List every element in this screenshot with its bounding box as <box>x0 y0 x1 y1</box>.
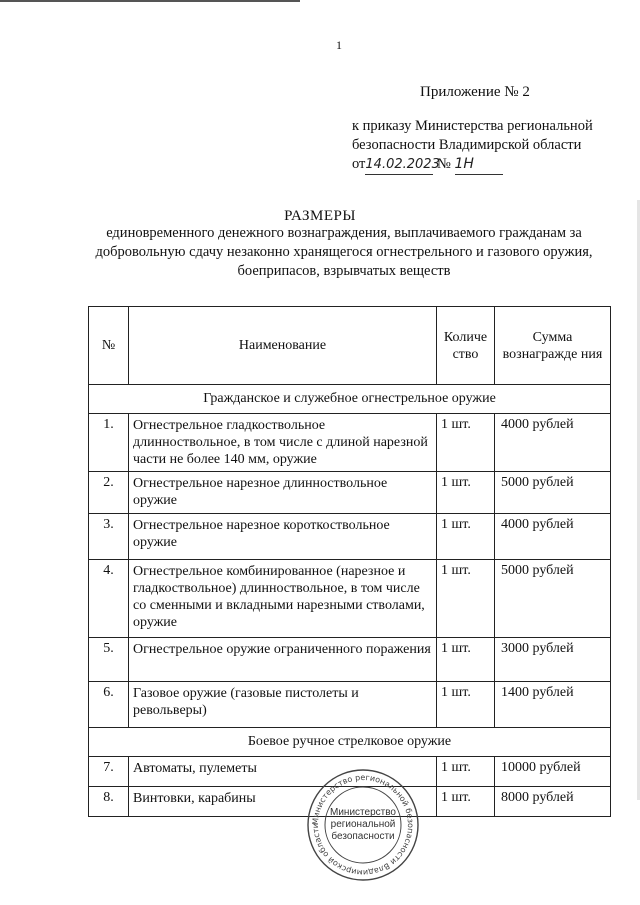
row-sum: 4000 рублей <box>495 514 611 560</box>
order-number-label: № <box>437 156 451 172</box>
row-num: 3. <box>89 514 129 560</box>
page-number: 1 <box>336 38 342 52</box>
reward-table <box>88 306 611 817</box>
header-sum: Сумма вознагражде ния <box>495 307 611 385</box>
row-qty: 1 шт. <box>437 560 495 638</box>
row-num: 1. <box>89 414 129 472</box>
table-row <box>89 638 611 682</box>
order-line-2: безопасности Владимирской области <box>352 137 582 153</box>
row-qty: 1 шт. <box>437 787 495 817</box>
row-name: Огнестрельное комбинированное (нарезное и гладкоствольное) длинноствольное, в том числе со сменными и вкладными нарезными стволами, оружие <box>129 560 437 638</box>
row-num: 7. <box>89 757 129 787</box>
row-num: 4. <box>89 560 129 638</box>
row-name: Огнестрельное оружие ограниченного поражения <box>129 638 437 682</box>
row-sum: 5000 рублей <box>495 560 611 638</box>
document-subtitle: единовременного денежного вознаграждения, выплачиваемого гражданам за добровольную сдачу незаконно хранящегося огнестрельного и газового оружия, боеприпасов, взрывчатых веществ <box>95 225 593 279</box>
table-row <box>89 514 611 560</box>
row-qty: 1 шт. <box>437 757 495 787</box>
handwritten-date: 14.02.2023 <box>365 155 433 175</box>
header-num: № <box>89 307 129 385</box>
section-row <box>89 385 611 414</box>
table-row <box>89 472 611 514</box>
table-row <box>89 560 611 638</box>
row-name: Огнестрельное нарезное длинноствольное оружие <box>129 472 437 514</box>
row-qty: 1 шт. <box>437 514 495 560</box>
header-name: Наименование <box>129 307 437 385</box>
row-qty: 1 шт. <box>437 682 495 728</box>
row-qty: 1 шт. <box>437 414 495 472</box>
header-qty: Количе ство <box>437 307 495 385</box>
row-num: 2. <box>89 472 129 514</box>
row-name: Огнестрельное нарезное короткоствольное оружие <box>129 514 437 560</box>
row-name: Винтовки, карабины <box>129 787 437 817</box>
row-num: 8. <box>89 787 129 817</box>
row-sum: 5000 рублей <box>495 472 611 514</box>
row-num: 6. <box>89 682 129 728</box>
order-from-label: от <box>352 156 366 172</box>
row-name: Огнестрельное гладкоствольное длинноствольное, в том числе с длиной нарезной части не более 140 мм, оружие <box>129 414 437 472</box>
stamp-center-line-1: Министерство <box>330 807 396 818</box>
table-row <box>89 682 611 728</box>
stamp-center-line-3: безопасности <box>331 831 395 842</box>
row-qty: 1 шт. <box>437 638 495 682</box>
handwritten-number: 1Н <box>455 155 503 175</box>
stamp-ring-text: Министерство региональной безопасности Владимирской области <box>310 772 416 878</box>
order-reference <box>352 117 622 175</box>
stamp-center-line-2: региональной <box>330 819 396 830</box>
document-title: РАЗМЕРЫ <box>284 208 356 224</box>
appendix-title: Приложение № 2 <box>420 84 530 100</box>
row-name: Автоматы, пулеметы <box>129 757 437 787</box>
row-qty: 1 шт. <box>437 472 495 514</box>
table-header-row <box>89 307 611 385</box>
order-line-1: к приказу Министерства региональной <box>352 118 593 134</box>
row-sum: 8000 рублей <box>495 787 611 817</box>
table-row <box>89 414 611 472</box>
row-sum: 1400 рублей <box>495 682 611 728</box>
row-sum: 10000 рублей <box>495 757 611 787</box>
official-stamp <box>306 768 420 882</box>
row-num: 5. <box>89 638 129 682</box>
section-title: Гражданское и служебное огнестрельное оружие <box>89 385 611 414</box>
order-date-line <box>352 155 622 175</box>
section-row <box>89 728 611 757</box>
row-name: Газовое оружие (газовые пистолеты и револьверы) <box>129 682 437 728</box>
row-sum: 3000 рублей <box>495 638 611 682</box>
section-title: Боевое ручное стрелковое оружие <box>89 728 611 757</box>
scan-edge-line <box>0 0 300 2</box>
row-sum: 4000 рублей <box>495 414 611 472</box>
